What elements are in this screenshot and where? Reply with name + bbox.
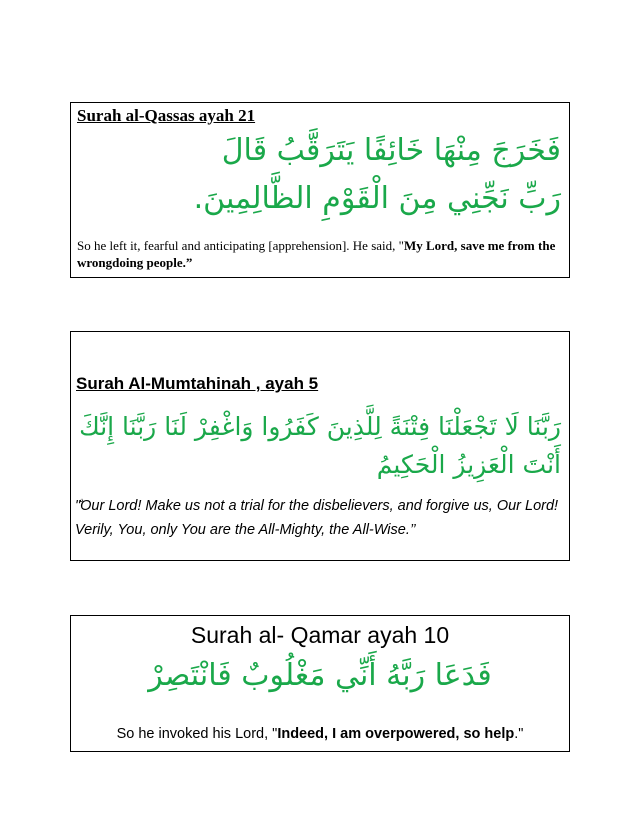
ayah-title: Surah al-Qassas ayah 21 bbox=[77, 106, 256, 125]
ayah-card-qamar bbox=[70, 615, 570, 752]
ayah-translation: ۨ"Our Lord! Make us not a trial for the disbelievers, and forgive us, Our Lord! Verily, You, only You are the All-Mighty, the All-Wise.’’ bbox=[75, 498, 559, 538]
translation-end: ." bbox=[514, 726, 524, 742]
ayah-title: Surah Al-Mumtahinah , ayah 5 bbox=[76, 374, 319, 393]
ayah-card-qassas bbox=[70, 102, 570, 278]
ayah-title: Surah al- Qamar ayah 10 bbox=[190, 622, 450, 648]
arabic-verse-line-1: فَدَعَا رَبَّهُ أَنِّي مَغْلُوبٌ فَانْتَصِرْ bbox=[148, 658, 492, 693]
translation-text: So he invoked his Lord, " bbox=[116, 726, 278, 742]
arabic-verse-line-2: أَنْتَ الْعَزِيزُ الْحَكِيمُ bbox=[376, 450, 561, 479]
arabic-verse-line-1: رَبَّنَا لَا تَجْعَلْنَا فِتْنَةً لِلَّذِينَ كَفَرُوا وَاغْفِرْ لَنَا رَبَّنَا إِنَّكَ bbox=[79, 412, 561, 441]
translation-text: So he left it, fearful and anticipating [apprehension]. He said, " bbox=[77, 238, 404, 253]
arabic-verse-line-2: رَبِّ نَجِّنِي مِنَ الْقَوْمِ الظَّالِمِينَ. bbox=[193, 181, 561, 216]
ayah-card-mumtahinah bbox=[70, 331, 570, 561]
translation-emphasis: My Lord, save me from the wrongdoing people.” bbox=[77, 238, 556, 270]
ayah-translation bbox=[77, 237, 563, 271]
arabic-verse-line-1: فَخَرَجَ مِنْهَا خَائِفًا يَتَرَقَّبُ قَالَ bbox=[221, 133, 561, 168]
translation-emphasis: Indeed, I am overpowered, so help bbox=[277, 726, 515, 742]
ayah-translation bbox=[71, 726, 569, 742]
